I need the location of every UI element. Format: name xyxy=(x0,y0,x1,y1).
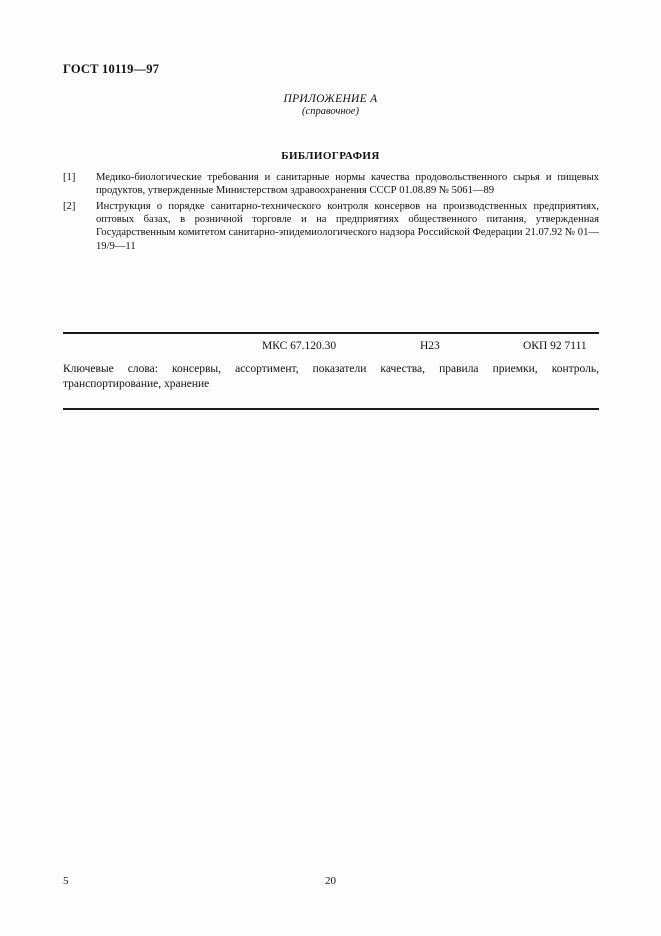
bibliography-item xyxy=(63,171,599,197)
divider-bottom xyxy=(63,408,599,410)
reference-number: [2] xyxy=(63,201,76,212)
bibliography-item xyxy=(63,200,599,253)
reference-text: Инструкция о порядке санитарно-технического контроля консервов на производственных предприятиях, оптовых базах, в розничной торговле и на предприятиях общественного питания, утвержденная Государственным комитетом санитарно-эпидемиологического надзора Российской Федерации 21.07.92 № 01—19/9—11 xyxy=(96,201,599,252)
reference-text: Медико-биологические требования и санитарные нормы качества продовольственного сырья и пищевых продуктов, утвержденные Министерством здравоохранения СССР 01.08.89 № 5061—89 xyxy=(96,172,599,197)
keywords-text: Ключевые слова: консервы, ассортимент, показатели качества, правила приемки, контроль, транспортирование, хранение xyxy=(63,363,599,390)
corner-number: 5 xyxy=(63,875,69,887)
appendix-title: ПРИЛОЖЕНИЕ А xyxy=(283,93,378,105)
group-code: Н23 xyxy=(420,340,440,352)
reference-number: [1] xyxy=(63,172,76,183)
document-code: ГОСТ 10119—97 xyxy=(63,62,160,76)
appendix-subtitle: (справочное) xyxy=(302,106,359,117)
okp-code: ОКП 92 7111 xyxy=(523,340,587,352)
mks-code: МКС 67.120.30 xyxy=(262,340,337,352)
bibliography-heading: БИБЛИОГРАФИЯ xyxy=(281,150,380,162)
page-number: 20 xyxy=(325,875,336,887)
divider-top xyxy=(63,332,599,334)
